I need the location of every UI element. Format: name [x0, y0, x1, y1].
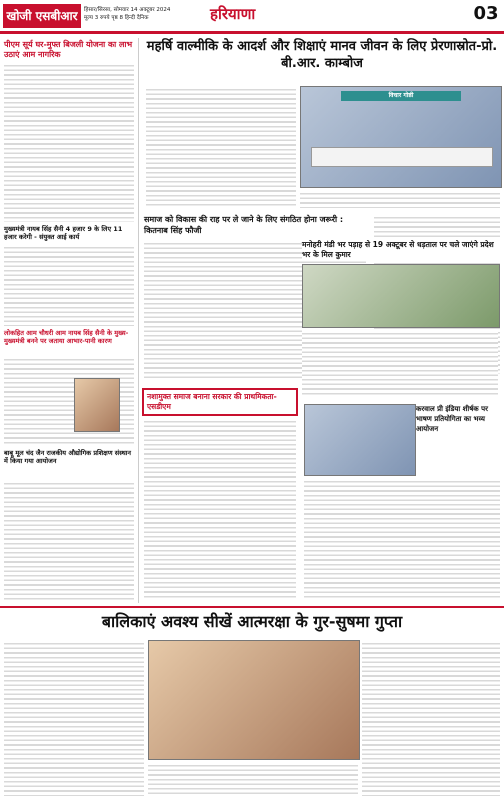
- mid-article-2: [300, 240, 502, 400]
- mid-article-4-photo: [304, 404, 416, 476]
- left-article-1-body: [4, 62, 134, 222]
- mid-article-2-headline: मनोहरी मंडी भर पड़ाह से 19 अक्टूबर से धड़ताल पर चले जाएंगे प्रदेश भर के मिल कुमार: [302, 240, 502, 260]
- mid-article-2-photo: [302, 264, 500, 328]
- left-article-4-headline: बाबू मूल चंद जैन राजकीय औद्योगिक प्रशिक्षण संस्थान में किया गया आयोजन: [4, 449, 132, 465]
- mid-article-3: [142, 388, 298, 603]
- masthead: [0, 0, 504, 40]
- mid-article-2-body: [302, 330, 498, 396]
- left-article-1-headline: पीएम सूर्य घर-मुफ्त बिजली योजना का लाभ उठाएं आम नागरिक: [4, 40, 133, 59]
- lead-story: [142, 38, 502, 210]
- bottom-headline: बालिकाएं अवश्य सीखें आत्मरक्षा के गुर-सुषमा गुप्ता: [101, 612, 403, 631]
- bottom-story: [0, 606, 504, 800]
- bottom-body-mid: [148, 762, 358, 796]
- mid-article-4-headline: करवाल प्री इंडिया शीर्षक पर भाषण प्रतियोगिता का भव्य आयोजन: [416, 405, 488, 433]
- lead-body: [146, 86, 296, 206]
- left-article-4-body: [4, 480, 134, 600]
- mid-article-4: [302, 404, 502, 604]
- bottom-body-right: [362, 640, 500, 796]
- mid-article-4-body: [304, 478, 500, 600]
- left-article-2-headline: मुख्यमंत्री नायब सिंह सैनी 4 हजार 9 के लिए 11 हजार करेगी - संयुक्त आई कार्य: [4, 225, 123, 241]
- left-article-2-body: [4, 244, 134, 326]
- left-article-3-portrait: [74, 378, 120, 432]
- lead-headline: महर्षि वाल्मीकि के आदर्श और शिक्षाएं मानव जीवन के लिए प्रेरणास्रोत-प्रो. बी.आर. काम्बोज: [146, 39, 498, 71]
- mid-article-1-headline: समाज को विकास की राह पर ले जाने के लिए संगठित होना जरूरी : कितनाब सिंह फौजी: [144, 215, 344, 235]
- lead-body-2: [300, 190, 500, 208]
- bottom-body-left: [4, 640, 144, 796]
- mid-article-3-body: [144, 418, 296, 598]
- left-article-3-headline: लोकहित आम चौधरी आम नायब सिंह सैनी के मुख्य-मुख्यमंत्री बनने पर जताया आभार-पानी कारण: [4, 329, 129, 345]
- page-number: 03: [473, 3, 499, 24]
- edition-price: मूल्य 3 रुपये पृष्ठ 8 हिन्दी दैनिक: [84, 15, 149, 21]
- masthead-rule: [0, 31, 504, 34]
- bottom-photo: [148, 640, 360, 760]
- bottom-rule: [0, 606, 504, 608]
- lead-photo: [300, 86, 502, 188]
- mid-article-3-headline-box: [142, 388, 298, 416]
- lead-photo-table: [311, 147, 493, 167]
- edition-meta: [84, 5, 170, 21]
- lead-photo-banner: विचार गोष्ठी: [341, 91, 461, 101]
- section-title: हरियाणा: [210, 5, 256, 23]
- brand-logo: खोजी एसबीआर: [3, 4, 81, 28]
- left-column: [2, 38, 139, 603]
- mid-article-3-headline: नशामुक्त समाज बनाना सरकार की प्राथमिकता-एसडीएम: [147, 392, 277, 411]
- edition-date: हिसार/सिरसा, सोमवार 14 अक्टूबर 2024: [84, 7, 171, 13]
